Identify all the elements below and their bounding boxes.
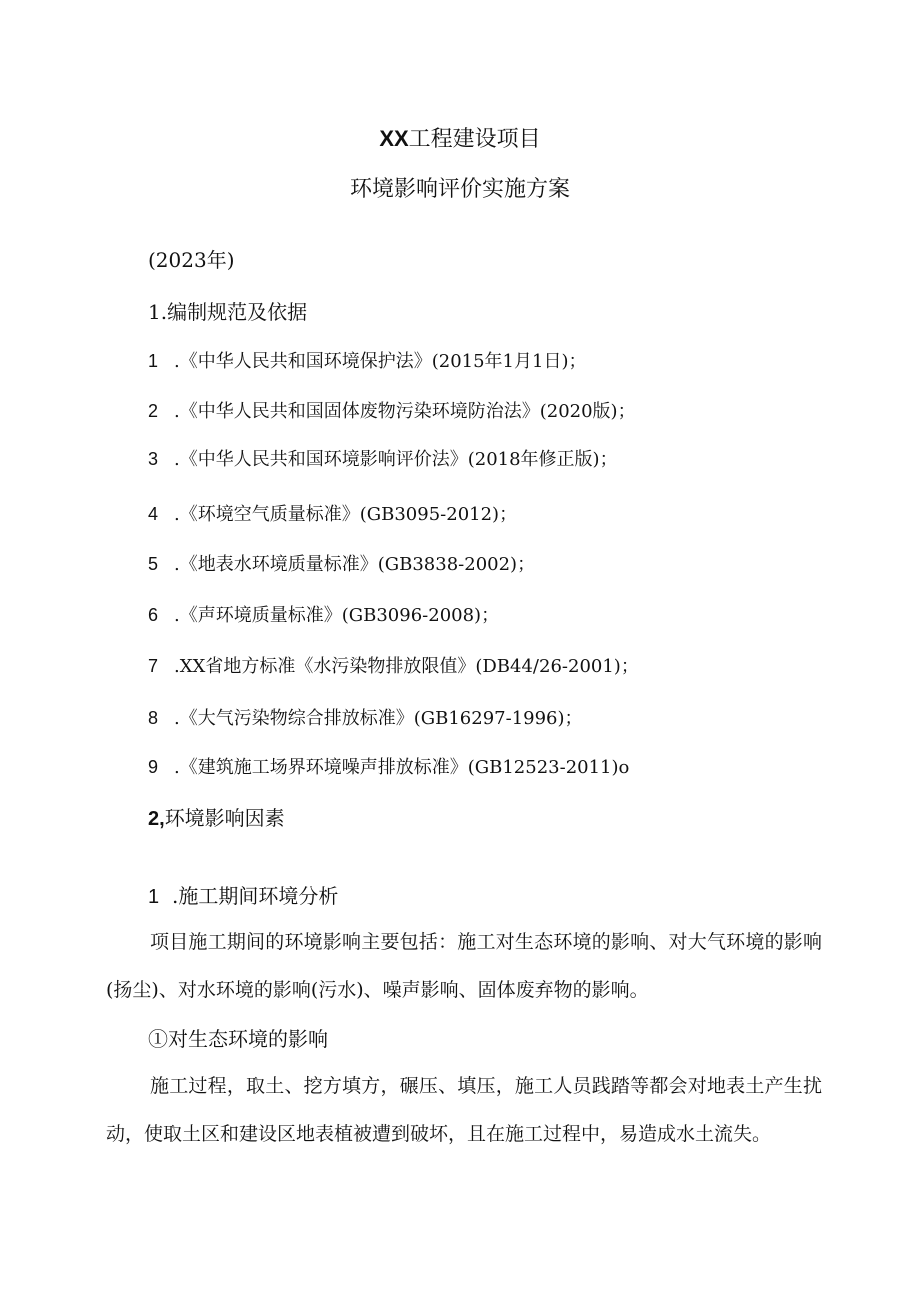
section-1-heading: 1.编制规范及依据 xyxy=(148,300,308,324)
reference-number: 4 xyxy=(148,504,159,524)
reference-number: 2 xyxy=(148,401,159,421)
reference-text: .《中华人民共和国环境影响评价法》(2018年修正版)； xyxy=(174,449,618,470)
reference-text: .《环境空气质量标准》(GB3095-2012)； xyxy=(174,504,518,525)
reference-text: .《大气污染物综合排放标准》(GB16297-1996)； xyxy=(174,708,583,729)
reference-item xyxy=(148,753,629,779)
reference-number: 5 xyxy=(148,554,159,574)
title-main: 工程建设项目 xyxy=(408,127,541,152)
reference-text: .XX省地方标准《水污染物排放限值》(DB44/26-2001)； xyxy=(174,656,639,677)
reference-number: 7 xyxy=(148,656,159,676)
reference-number: 8 xyxy=(148,708,159,728)
section-2-heading xyxy=(148,802,285,831)
paragraph-ecology: 施工过程，取土、挖方填方，碾压、填压，施工人员践踏等都会对地表土产生扰动，使取土区和建设区地表植被遭到破坏，且在施工过程中，易造成水土流失。 xyxy=(106,1075,822,1145)
document-title-line-1 xyxy=(0,122,920,153)
section-2-number: 2, xyxy=(148,808,165,830)
title-prefix: XX xyxy=(379,126,409,151)
subsection-title: .施工期间环境分析 xyxy=(172,884,339,908)
reference-item xyxy=(148,445,618,471)
reference-item xyxy=(148,550,535,576)
reference-text: .《中华人民共和国环境保护法》(2015年1月1日)； xyxy=(174,351,587,372)
reference-text: .《中华人民共和国固体废物污染环境防治法》(2020版)； xyxy=(174,401,636,422)
paragraph-impacts: 项目施工期间的环境影响主要包括：施工对生态环境的影响、对大气环境的影响(扬尘)、对水环境的影响(污水)、噪声影响、固体废弃物的影响。 xyxy=(106,931,822,1001)
reference-number: 1 xyxy=(148,351,159,371)
document-title-line-2: 环境影响评价实施方案 xyxy=(349,177,570,202)
reference-item xyxy=(148,652,639,678)
reference-number: 3 xyxy=(148,449,159,469)
subsection-number: 1 xyxy=(148,886,160,908)
reference-item xyxy=(148,601,499,627)
reference-item xyxy=(148,397,636,423)
section-2-title: 环境影响因素 xyxy=(164,806,285,830)
item-1-heading: ①对生态环境的影响 xyxy=(148,1027,328,1051)
subsection-heading xyxy=(148,880,338,909)
reference-number: 9 xyxy=(148,757,159,777)
reference-item xyxy=(148,347,586,373)
reference-number: 6 xyxy=(148,605,159,625)
reference-text: .《地表水环境质量标准》(GB3838-2002)； xyxy=(174,554,536,575)
reference-item xyxy=(148,704,583,730)
reference-text: .《声环境质量标准》(GB3096-2008)； xyxy=(174,605,500,626)
reference-item xyxy=(148,500,517,526)
document-year: (2023年) xyxy=(148,248,235,272)
reference-text: .《建筑施工场界环境噪声排放标准》(GB12523-2011)o xyxy=(174,757,630,778)
